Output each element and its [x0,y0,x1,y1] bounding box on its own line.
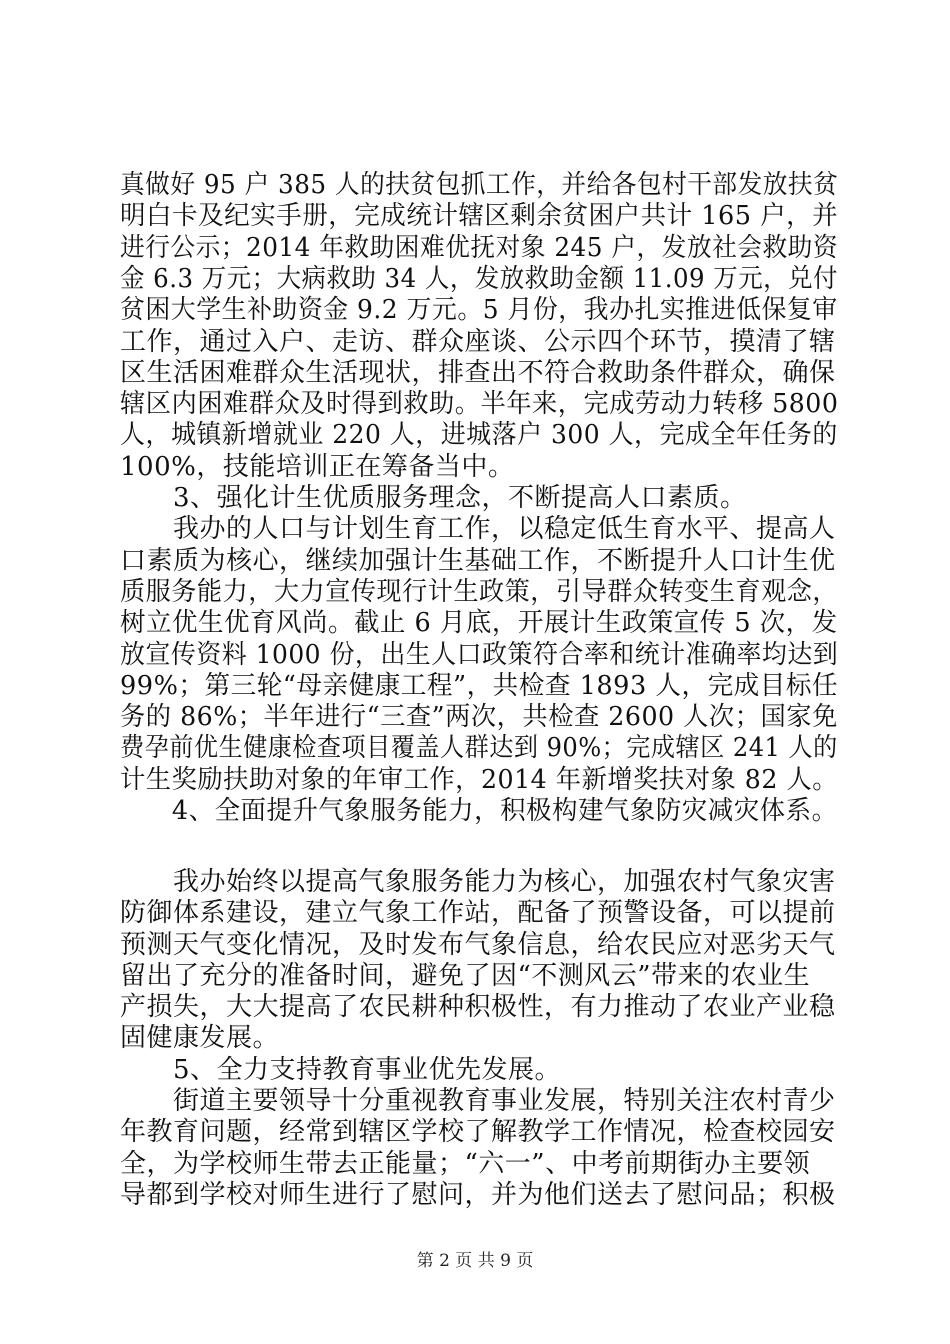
text-line: 真做好 95 户 385 人的扶贫包抓工作，并给各包村干部发放扶贫 [120,170,839,200]
text-line: 留出了充分的准备时间，避免了因“不测风云”带来的农业生 [120,960,811,991]
text-line: 预测天气变化情况，及时发布气象信息，给农民应对恶劣天气 [120,929,836,960]
text-line: 全，为学校师生带去正能量；“六一”、中考前期街办主要领 [120,1148,811,1179]
section-heading: 4、全面提升气象服务能力，积极构建气象防灾减灾体系。 [120,796,838,827]
text-line: 辖区内困难群众及时得到救助。半年来，完成劳动力转移 5800 [120,389,839,420]
text-line: 口素质为核心，继续加强计生基础工作，不断提升人口计生优 [120,545,836,576]
text-line: 年教育问题，经常到辖区学校了解教学工作情况，检查校园安 [120,1117,836,1148]
text-line: 工作，通过入户、走访、群众座谈、公示四个环节，摸清了辖 [120,326,836,357]
text-line: 产损失，大大提高了农民耕种积极性，有力推动了农业产业稳 [120,992,836,1023]
text-line: 我办始终以提高气象服务能力为核心，加强农村气象灾害 [120,866,836,897]
text-line: 人，城镇新增就业 220 人，进城落户 300 人，完成全年任务的 [120,420,838,451]
text-line: 街道主要领导十分重视教育事业发展，特别关注农村青少 [120,1086,836,1117]
section-heading: 5、全力支持教育事业优先发展。 [120,1054,562,1085]
text-line: 金 6.3 万元；大病救助 34 人，发放救助金额 11.09 万元，兑付 [120,263,838,294]
text-line: 固健康发展。 [120,1023,280,1054]
text-line: 99%；第三轮“母亲健康工程”，共检查 1893 人，完成目标任 [120,670,839,701]
text-line: 防御体系建设，建立气象工作站，配备了预警设备，可以提前 [120,898,836,929]
text-line: 树立优生优育风尚。截止 6 月底，开展计生政策宣传 5 次，发 [120,608,838,639]
text-line: 进行公示；2014 年救助困难优抚对象 245 户，发放社会救助资 [120,232,839,263]
text-line: 计生奖励扶助对象的年审工作，2014 年新增奖扶对象 82 人。 [120,764,839,795]
text-line: 放宣传资料 1000 份，出生人口政策符合率和统计准确率均达到 [120,639,839,670]
text-line: 100%，技能培训正在筹备当中。 [120,451,515,482]
text-line: 贫困大学生补助资金 9.2 万元。5 月份，我办扎实推进低保复审 [120,295,838,326]
text-line: 区生活困难群众生活现状，排查出不符合救助条件群众，确保 [120,357,836,388]
text-line: 质服务能力，大力宣传现行计生政策，引导群众转变生育观念， [120,576,839,607]
text-line: 务的 86%；半年进行“三查”两次，共检查 2600 人次；国家免 [120,702,838,733]
text-line: 明白卡及纪实手册，完成统计辖区剩余贫困户共计 165 户，并 [120,201,839,232]
text-line: 费孕前优生健康检查项目覆盖人群达到 90%；完成辖区 241 人的 [120,733,838,764]
text-line: 我办的人口与计划生育工作，以稳定低生育水平、提高人 [120,514,836,545]
section-heading: 3、强化计生优质服务理念，不断提高人口素质。 [120,483,747,514]
text-line: 导都到学校对师生进行了慰问，并为他们送去了慰问品；积极 [120,1180,836,1210]
page-footer: 第 2 页 共 9 页 [416,1251,534,1271]
